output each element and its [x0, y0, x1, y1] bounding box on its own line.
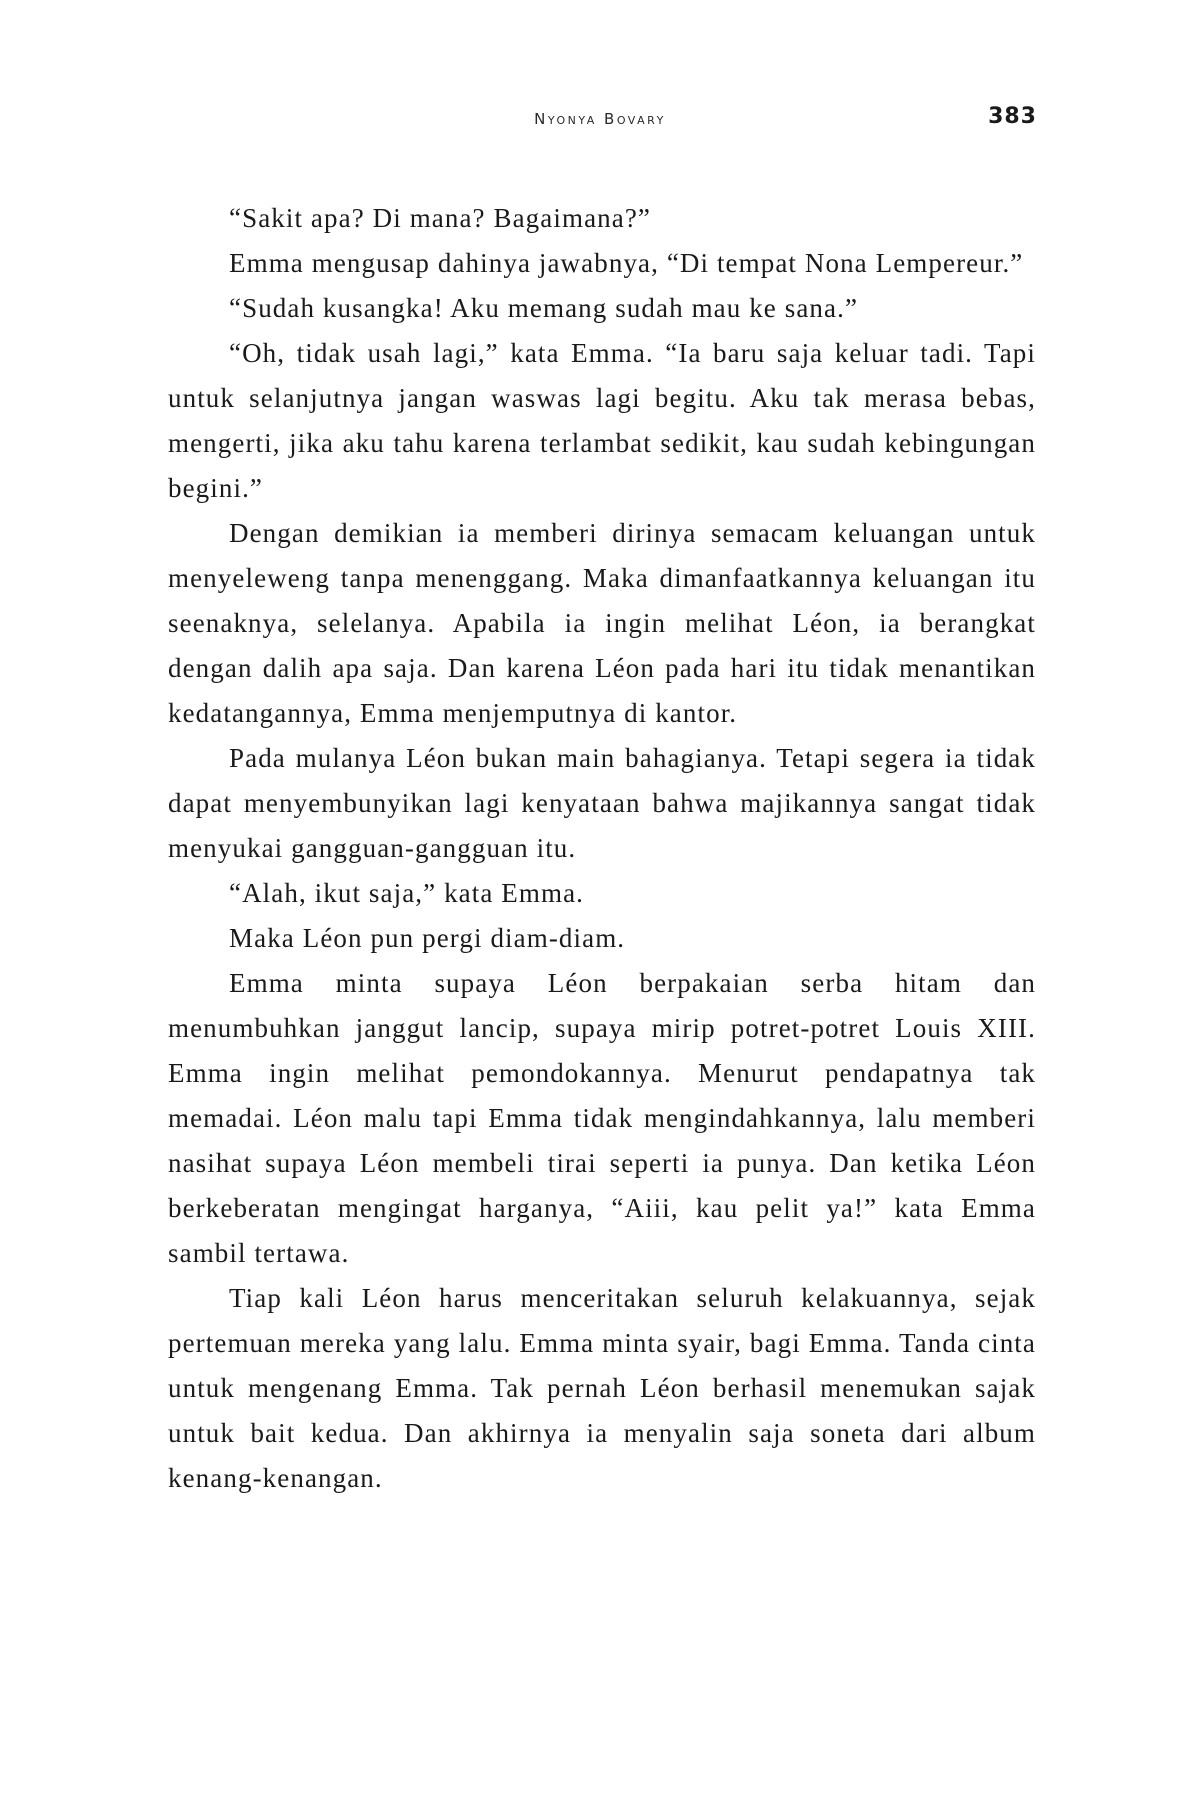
paragraph: Tiap kali Léon harus menceritakan seluruh kelakuannya, sejak pertemuan mereka yang lalu. Emma minta syair, bagi Emma. Tanda cinta untuk mengenang Emma. Tak pernah Léon berhasil menemukan sajak untuk bait kedua. Dan akhirnya ia menyalin saja soneta dari album kenang-kenangan.: [168, 1283, 1036, 1493]
paragraph: Pada mulanya Léon bukan main bahagianya. Tetapi segera ia tidak dapat menyembunyikan lagi kenyataan bahwa majikannya sangat tidak menyukai gangguan-gangguan itu.: [168, 743, 1036, 863]
paragraph: “Alah, ikut saja,” kata Emma.: [229, 878, 585, 908]
paragraph: Maka Léon pun pergi diam-diam.: [229, 923, 626, 953]
paragraph: “Oh, tidak usah lagi,” kata Emma. “Ia baru saja keluar tadi. Tapi untuk selanjutnya jangan waswas lagi begitu. Aku tak merasa bebas, mengerti, jika aku tahu karena terlambat sedikit, kau sudah kebingungan begini.”: [168, 338, 1036, 503]
page-number: 383: [988, 104, 1037, 129]
paragraph: “Sakit apa? Di mana? Bagaimana?”: [229, 203, 652, 233]
paragraph: Emma minta supaya Léon berpakaian serba hitam dan menumbuhkan janggut lancip, supaya mirip potret-potret Louis XIII. Emma ingin melihat pemondokannya. Menurut pendapatnya tak memadai. Léon malu tapi Emma tidak mengindahkannya, lalu memberi nasihat supaya Léon membeli tirai seperti ia punya. Dan ketika Léon berkeberatan mengingat harganya, “Aiii, kau pelit ya!” kata Emma sambil tertawa.: [168, 968, 1036, 1268]
paragraph: Emma mengusap dahinya jawabnya, “Di tempat Nona Lempereur.”: [229, 248, 1024, 278]
body-text: [168, 196, 1036, 1501]
running-title: Nyonya Bovary: [534, 110, 666, 128]
paragraph: “Sudah kusangka! Aku memang sudah mau ke sana.”: [229, 293, 859, 323]
paragraph: Dengan demikian ia memberi dirinya semacam keluangan untuk menyeleweng tanpa menenggang. Maka dimanfaatkannya keluangan itu seenaknya, selelanya. Apabila ia ingin melihat Léon, ia berangkat dengan dalih apa saja. Dan karena Léon pada hari itu tidak menantikan kedatangannya, Emma menjemputnya di kantor.: [168, 518, 1036, 728]
